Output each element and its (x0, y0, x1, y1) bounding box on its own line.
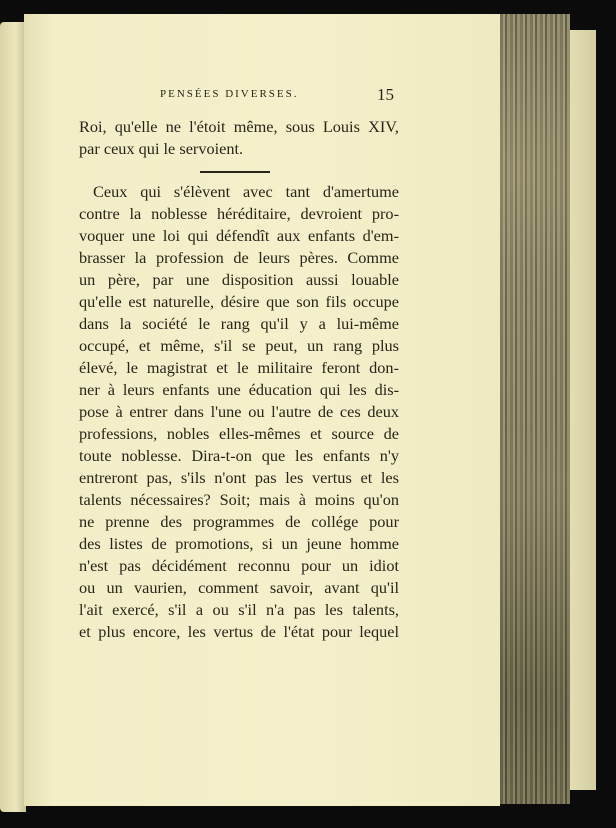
text-line: talents nécessaires? Soit; mais à moins qu'on (79, 490, 399, 509)
book-cover-board (566, 30, 596, 790)
text-line: entreront pas, s'ils n'ont pas les vertus et les (79, 468, 399, 487)
running-title: PENSÉES DIVERSES. (160, 88, 299, 100)
text-line: professions, nobles elles-mêmes et source de (79, 424, 399, 443)
text-line: toute noblesse. Dira-t-on que les enfants n'y (79, 446, 399, 465)
text-line: des listes de promotions, si un jeune homme (79, 534, 399, 553)
text-line: ou un vaurien, comment savoir, avant qu'il (79, 578, 399, 597)
text-line: contre la noblesse héréditaire, devroient pro- (79, 204, 399, 223)
text-line: et plus encore, les vertus de l'état pour lequel (79, 622, 399, 641)
continuation-text (79, 116, 399, 160)
text-line: qu'elle est naturelle, désire que son fils occupe (79, 292, 399, 311)
page-header (80, 85, 398, 108)
text-line: n'est pas décidément reconnu pour un idiot (79, 556, 399, 575)
paragraph (79, 181, 399, 643)
text-line: occupé, et même, s'il se peut, un rang plus (79, 336, 399, 355)
text-line: pose à entrer dans l'une ou l'autre de ces deux (79, 402, 399, 421)
text-line: Ceux qui s'élèvent avec tant d'amertume (93, 182, 399, 201)
text-line: dans la société le rang qu'il y a lui-même (79, 314, 399, 333)
text-line: un père, par une disposition aussi louable (79, 270, 399, 289)
section-divider (200, 171, 270, 173)
text-line: ner à leurs enfants une éducation qui les dis- (79, 380, 399, 399)
text-line: Roi, qu'elle ne l'étoit même, sous Louis XIV, (79, 117, 399, 136)
text-line: l'ait exercé, s'il a ou s'il n'a pas les talents, (79, 600, 399, 619)
text-line: par ceux qui le servoient. (79, 139, 244, 158)
text-line: voquer une loi qui défendît aux enfants d'em- (79, 226, 399, 245)
marbled-fore-edge (490, 14, 570, 804)
facing-page-edge (0, 22, 26, 812)
text-line: ne prenne des programmes de collége pour (79, 512, 399, 531)
page-number: 15 (377, 85, 394, 104)
text-line: élevé, le magistrat et le militaire feront don- (79, 358, 399, 377)
text-line: brasser la profession de leurs pères. Comme (79, 248, 399, 267)
